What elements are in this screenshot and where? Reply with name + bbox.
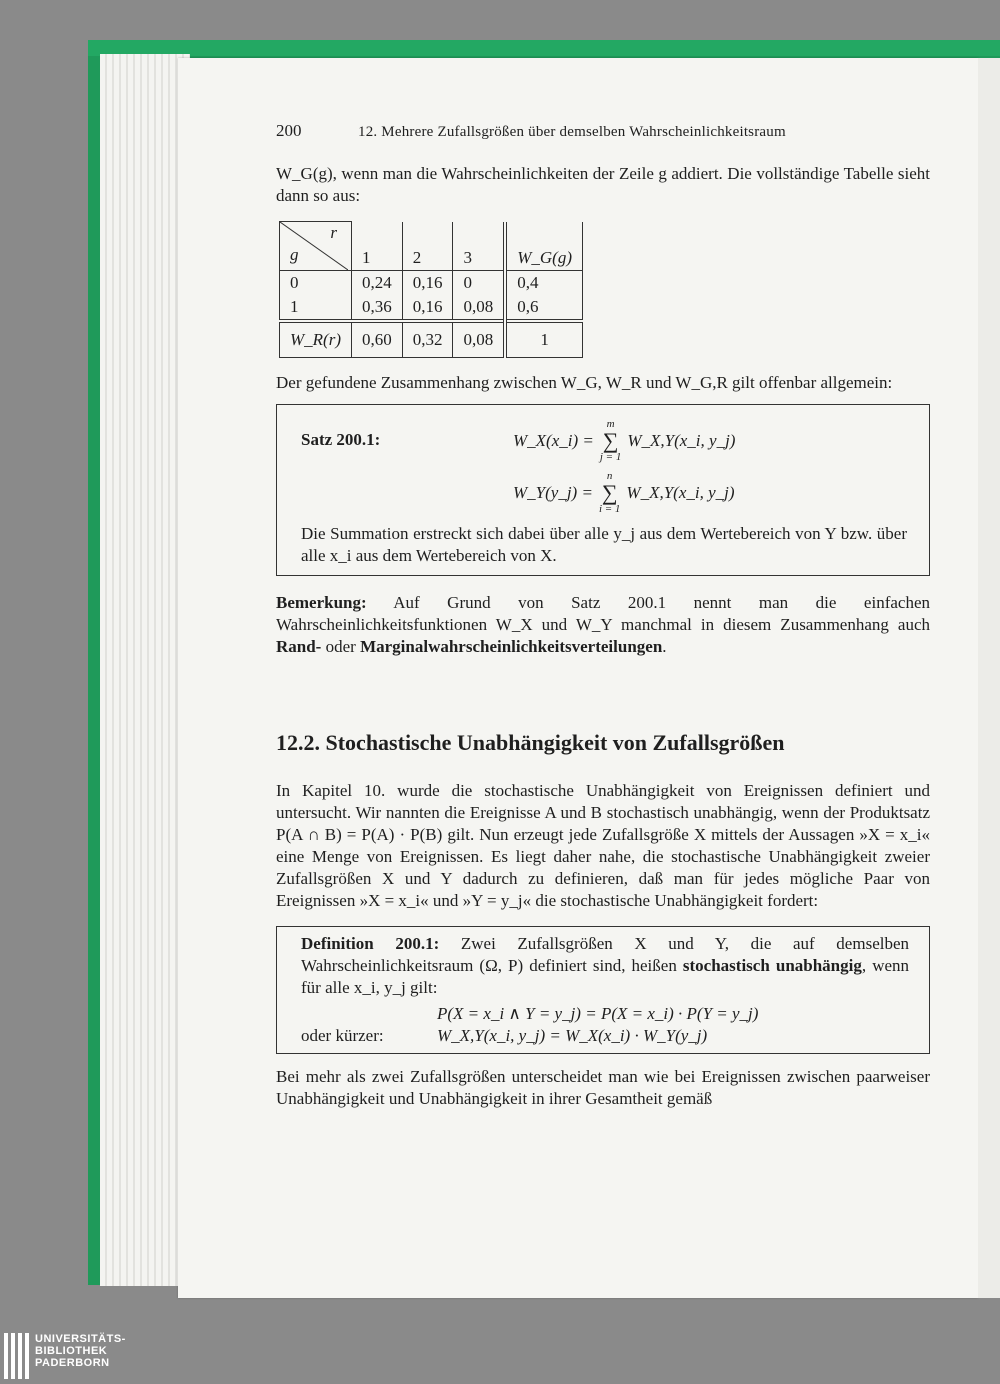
chapter-title: 12. Mehrere Zufallsgrößen über demselben Wahrscheinlichkeitsraum [358,124,786,140]
table-corner-cell [280,222,352,271]
definition-text-a: Zwei Zufallsgrößen X und Y, die auf demselben Wahrscheinlichkeitsraum (Ω, P) definiert sind, heißen [301,933,910,975]
bemerkung-label: Bemerkung: [276,592,367,612]
library-line3: PADERBORN [35,1357,110,1369]
term-marginal: Marginalwahrscheinlichkeitsverteilungen [360,636,663,656]
term-rand: Rand- [276,636,322,656]
col-header: 1 [351,246,402,271]
footer-bar [0,1330,1000,1384]
row-sum: 0,4 [505,270,582,295]
sum-lower: j = 1 [599,450,622,463]
bemerkung-text: Auf Grund von Satz 200.1 nennt man die einfachen Wahrscheinlichkeitsfunktionen W_X und W_Y manchmal in diesem Zusammenhang auch [276,592,930,634]
sum-upper: n [606,469,613,482]
short-label: oder kürzer: [301,1025,384,1045]
cell: 0,16 [402,270,453,295]
footer-sum: 1 [505,321,582,358]
row-g: 1 [280,295,352,321]
col-header: 2 [402,246,453,271]
definition-eq1-line [301,1003,909,1025]
book-cover-edge [88,40,1000,56]
eq2-lhs: W_Y(y_j) = [513,482,593,502]
paragraph-relationship: Der gefundene Zusammenhang zwischen W_G, W_R und W_G,R gilt offenbar allgemein: [276,372,893,392]
bemerkung-mid: oder [325,636,356,656]
page-stack [100,54,190,1286]
formula-line [513,467,735,519]
opposite-page-edge [978,58,1000,1298]
term-stochastic-independent: stochastisch unabhängig [682,955,862,975]
footer-cell: 0,32 [402,321,453,358]
sum-header: W_G(g) [505,246,582,271]
library-logo [4,1333,126,1379]
cell: 0,24 [351,270,402,295]
cell: 0,36 [351,295,402,321]
satz-text: Die Summation erstreckt sich dabei über alle y_j aus dem Wertebereich von Y bzw. über alle x_i aus dem Wertebereich von X. [301,523,907,565]
sigma-icon: ∑ [601,479,618,505]
sum-lower: i = 1 [598,502,621,515]
definition-box [276,926,930,1054]
table-row [280,295,583,321]
section-heading: 12.2. Stochastische Unabhängigkeit von Zufallsgrößen [276,729,785,755]
library-logo-icon [4,1333,29,1379]
intro-paragraph [276,163,930,207]
cell: 0,16 [402,295,453,321]
header-spacer [505,222,582,246]
paragraph-independence: In Kapitel 10. wurde die stochastische Unabhängigkeit von Ereignissen definiert und untersucht. Wir nannten die Ereignisse A und B stochastisch unabhängig, wenn der Produktsatz P(A ∩ B) = P(A) · P(B) gilt. Nun erzeugt jede Zufallsgröße X mittels der Aussagen »X = x_i« eine Menge von Ereignissen. Es liegt daher nahe, die stochastische Unabhängigkeit zweier Zufallsgrößen X und Y dadurch zu definieren, daß man für jedes mögliche Paar von Ereignissen »X = x_i« und »Y = y_j« die stochastische Unabhängigkeit fordert: [276,780,930,910]
definition-text [301,933,909,999]
header-spacer [402,222,453,246]
table-row [280,270,583,295]
eq1-lhs: W_X(x_i) = [513,430,594,450]
library-line1: UNIVERSITÄTS- [35,1333,126,1345]
sum-symbol [600,419,621,463]
corner-g-label: g [290,244,299,264]
paragraph-closing: Bei mehr als zwei Zufallsgrößen unterscheidet man wie bei Ereignissen zwischen paarweiser Unabhängigkeit und Unabhängigkeit in ihrer Gesamtheit gemäß [276,1066,930,1108]
footer-cell: 0,08 [453,321,505,358]
corner-r-label: r [330,223,337,242]
sum-upper: m [606,417,615,430]
table-footer-row [280,321,583,358]
header-spacer [351,222,402,246]
bemerkung-end: . [662,636,667,656]
probability-table [279,221,583,358]
cell: 0 [453,270,505,295]
row-sum: 0,6 [505,295,582,321]
satz-label: Satz 200.1: [301,429,381,449]
header-spacer [453,222,505,246]
page-content [276,120,930,1110]
footer-cell: 0,60 [351,321,402,358]
footer-label: W_R(r) [280,321,352,358]
eq1-rhs: W_X,Y(x_i, y_j) [627,430,736,450]
cell: 0,08 [453,295,505,321]
page-number: 200 [276,121,302,140]
definition-eq2: W_X,Y(x_i, y_j) = W_X(x_i) · W_Y(y_j) [437,1025,708,1045]
definition-eq2-line [301,1025,909,1047]
eq2-rhs: W_X,Y(x_i, y_j) [626,482,735,502]
definition-label: Definition 200.1: [301,933,440,953]
row-g: 0 [280,270,352,295]
col-header: 3 [453,246,505,271]
satz-formulas [513,415,735,519]
formula-line [513,415,735,467]
bemerkung-paragraph [276,592,930,658]
satz-box [276,404,930,576]
library-line2: BIBLIOTHEK [35,1345,108,1357]
sigma-icon: ∑ [602,427,619,453]
sum-symbol [599,471,620,515]
running-head [276,120,930,143]
definition-text-b: , wenn für alle x_i, y_j gilt: [301,955,910,997]
definition-eq1: P(X = x_i ∧ Y = y_j) = P(X = x_i) · P(Y = y_j) [437,1003,759,1023]
intro-text: W_G(g), wenn man die Wahrscheinlichkeiten der Zeile g addiert. Die vollständige Tabelle sieht dann so aus: [276,164,930,205]
